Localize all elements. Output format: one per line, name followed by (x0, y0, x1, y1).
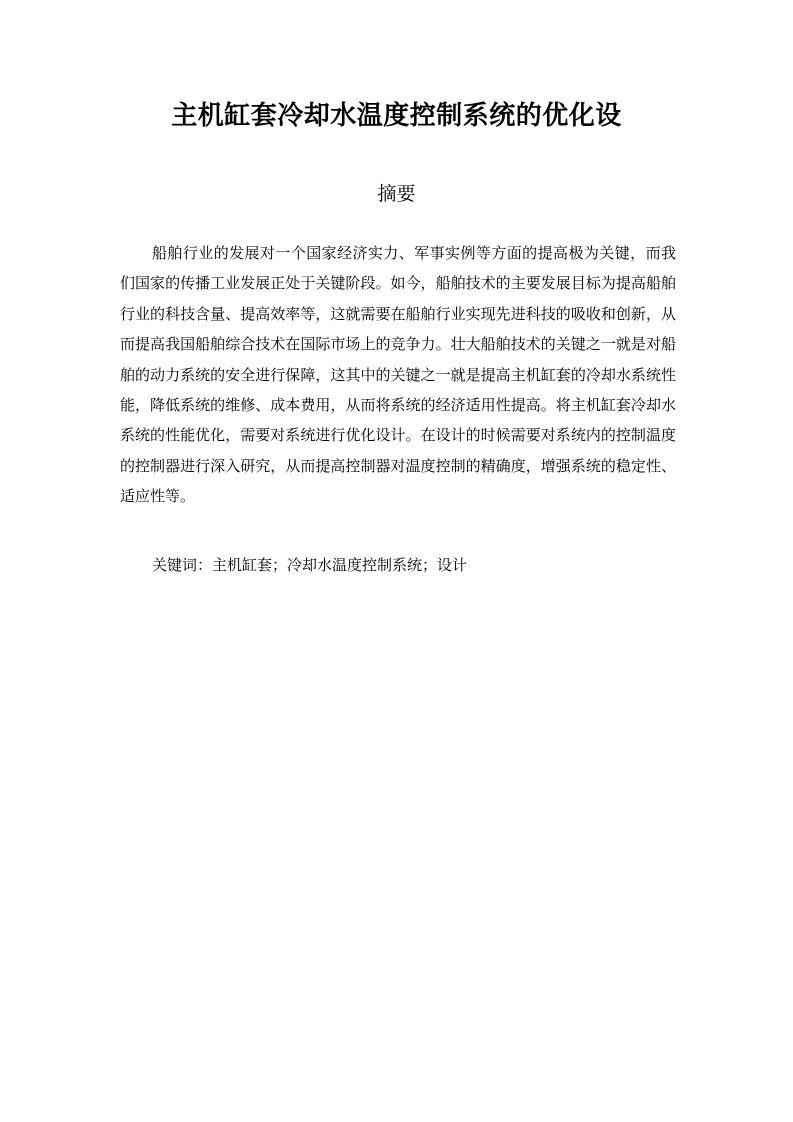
abstract-paragraph: 船舶行业的发展对一个国家经济实力、军事实例等方面的提高极为关键，而我们国家的传播工业发展正处于关键阶段。如今，船舶技术的主要发展目标为提高船舶行业的科技含量、提高效率等，这就需要在船舶行业实现先进科技的吸收和创新，从而提高我国船舶综合技术在国际市场上的竞争力。壮大船舶技术的关键之一就是对船舶的动力系统的安全进行保障，这其中的关键之一就是提高主机缸套的冷却水系统性能，降低系统的维修、成本费用，从而将系统的经济适用性提高。将主机缸套冷却水系统的性能优化，需要对系统进行优化设计。在设计的时候需要对系统内的控制温度的控制器进行深入研究，从而提高控制器对温度控制的精确度，增强系统的稳定性、适应性等。 (120, 244, 676, 506)
document-title: 主机缸套冷却水温度控制系统的优化设 (171, 101, 622, 131)
keywords-line: 关键词：主机缸套；冷却水温度控制系统；设计 (152, 556, 468, 574)
abstract-heading: 摘要 (377, 183, 416, 205)
